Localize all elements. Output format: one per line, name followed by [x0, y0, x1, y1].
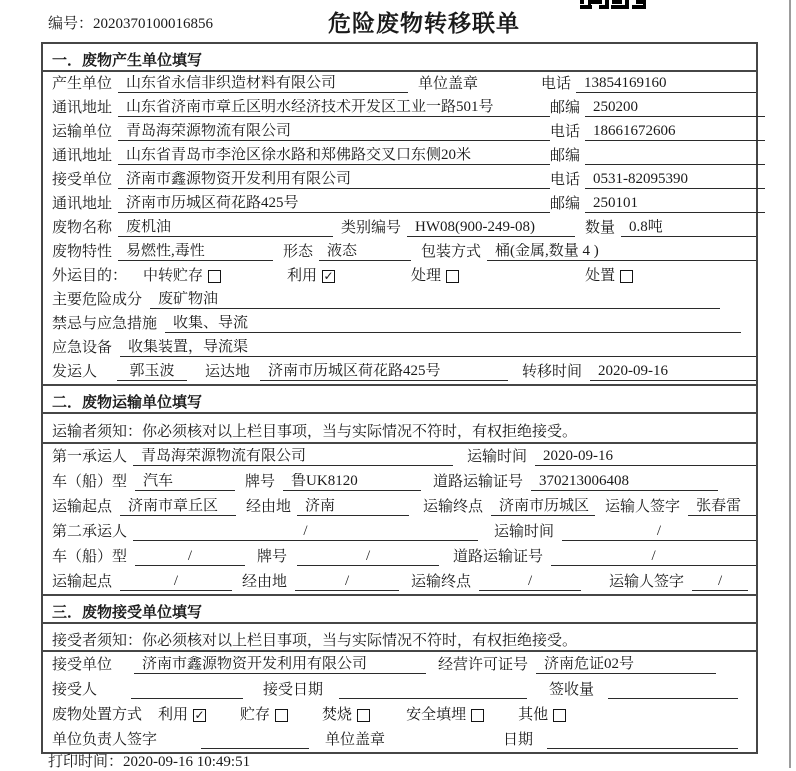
road-license1-label: 道路运输证号 — [433, 474, 524, 490]
equipment-field: 收集装置，导流渠 — [120, 339, 756, 357]
received-qty-field — [608, 682, 738, 699]
accept-unit-field: 济南市鑫源物资开发利用有限公司 — [134, 656, 426, 674]
receiver-zip-label: 邮编 — [550, 196, 581, 212]
waste-category-field: HW08(900-249-08) — [407, 219, 575, 237]
transporter-zip-field — [585, 148, 765, 165]
receiver-address-label: 通讯地址 — [52, 196, 113, 212]
waste-traits-row — [43, 240, 756, 264]
dispose-checkbox — [620, 270, 633, 283]
treat-checkbox — [446, 270, 459, 283]
accept-date-field — [339, 682, 527, 699]
transporter-address-row — [43, 144, 756, 168]
section1-header: 一．废物产生单位填写 — [43, 44, 756, 72]
permit-label: 经营许可证号 — [438, 657, 529, 673]
producer-zip-field: 250200 — [585, 99, 765, 117]
measures-field: 收集、导流 — [165, 315, 741, 333]
plate1-label: 牌号 — [245, 474, 276, 490]
use-checkbox: ✓ — [323, 269, 334, 283]
carrier2-field: / — [133, 523, 478, 541]
waste-name-label: 废物名称 — [52, 220, 113, 236]
hazard-row — [43, 288, 756, 312]
carrier2-label: 第二承运人 — [52, 524, 128, 540]
purpose-option-transfer: 中转贮存 — [143, 268, 221, 285]
disposal-option-store: 贮存 — [240, 707, 288, 724]
producer-row — [43, 72, 756, 96]
serial-value: 2020370100016856 — [93, 16, 214, 32]
route1-start-field: 济南市章丘区 — [120, 498, 236, 516]
measures-label: 禁忌与应急措施 — [52, 316, 158, 332]
transport-time2-label: 运输时间 — [494, 524, 555, 540]
transporter-notice: 运输者须知：你必须核对以上栏目事项，当与实际情况不符时，有权拒绝接受。 — [43, 414, 756, 444]
carrier1-label: 第一承运人 — [52, 449, 128, 465]
route2-sign-label: 运输人签字 — [609, 574, 685, 590]
producer-field: 山东省永信非织造材料有限公司 — [118, 75, 408, 93]
purpose-option-use: 利用 ✓ — [287, 268, 334, 284]
disposal-label: 废物处置方式 — [52, 707, 143, 723]
purpose-label: 外运目的： — [52, 268, 128, 284]
sign-date-label: 日期 — [503, 732, 534, 748]
disposal-store-checkbox — [275, 709, 288, 722]
qr-code-fragment — [580, 0, 650, 9]
page-edge-line — [789, 0, 791, 768]
vehicle2-type-label: 车（船）型 — [52, 549, 128, 565]
route2-via-label: 经由地 — [242, 574, 288, 590]
receiver-address-row — [43, 192, 756, 216]
transfer-time-label: 转移时间 — [522, 364, 583, 380]
road-license2-field: / — [551, 548, 756, 566]
purpose-option-dispose: 处置 — [585, 268, 633, 285]
route2-via-field: / — [295, 573, 399, 591]
sender-field: 郭玉波 — [117, 363, 187, 381]
producer-address-label: 通讯地址 — [52, 100, 113, 116]
route1-end-label: 运输终点 — [423, 499, 484, 515]
road-license1-field: 370213006408 — [531, 473, 718, 491]
accept-date-label: 接受日期 — [263, 682, 324, 698]
plate1-field: 鲁UK8120 — [283, 473, 421, 491]
transfer-time-field: 2020-09-16 — [590, 363, 756, 381]
route1-row — [43, 494, 756, 519]
waste-qty-label: 数量 — [585, 220, 616, 236]
page-title: 危险废物转移联单 — [328, 11, 520, 36]
route1-via-field: 济南 — [297, 498, 409, 516]
waste-qty-field: 0.8吨 — [621, 219, 756, 237]
packing-label: 包装方式 — [421, 244, 482, 260]
recipient-field — [131, 682, 243, 699]
receiver-phone-label: 电话 — [550, 172, 581, 188]
producer-zip-label: 邮编 — [550, 100, 581, 116]
transport-time2-field: / — [562, 523, 756, 541]
producer-phone-field: 13854169160 — [576, 75, 756, 93]
route2-end-label: 运输终点 — [411, 574, 472, 590]
measures-row — [43, 312, 756, 336]
receiver-row — [43, 168, 756, 192]
carrier2-row — [43, 519, 756, 544]
receiver-field: 济南市鑫源物资开发利用有限公司 — [118, 171, 550, 189]
route2-start-field: / — [120, 573, 232, 591]
receiver-notice: 接受者须知：你必须核对以上栏目事项，当与实际情况不符时，有权拒绝接受。 — [43, 624, 756, 652]
transporter-address-field: 山东省青岛市李沧区徐水路和郑佛路交叉口东侧20米 — [118, 147, 550, 165]
accept-unit-label: 接受单位 — [52, 657, 113, 673]
transfer-checkbox — [208, 270, 221, 283]
waste-category-label: 类别编号 — [341, 220, 402, 236]
serial-label: 编号： — [48, 16, 94, 32]
producer-label: 产生单位 — [52, 76, 113, 92]
plate2-field: / — [297, 548, 439, 566]
permit-field: 济南危证02号 — [536, 656, 716, 674]
transporter-label: 运输单位 — [52, 124, 113, 140]
sender-row — [43, 360, 756, 384]
disposal-option-other: 其他 — [518, 707, 566, 724]
route1-sign-field: 张春雷 — [688, 498, 756, 516]
waste-traits-field: 易燃性,毒性 — [118, 243, 273, 261]
disposal-burn-checkbox — [357, 709, 370, 722]
producer-phone-label: 电话 — [540, 76, 571, 92]
equipment-row — [43, 336, 756, 360]
disposal-use-checkbox: ✓ — [194, 708, 205, 722]
transporter-address-label: 通讯地址 — [52, 148, 113, 164]
route1-end-field: 济南市历城区 — [491, 498, 595, 516]
waste-form-label: 形态 — [283, 244, 314, 260]
producer-address-field: 山东省济南市章丘区明水经济技术开发区工业一路501号 — [118, 99, 550, 117]
carrier1-row — [43, 444, 756, 469]
print-time-label: 打印时间： — [48, 754, 124, 770]
route1-sign-label: 运输人签字 — [605, 499, 681, 515]
transfer-form-table — [41, 42, 758, 754]
sign-date-field — [547, 732, 738, 749]
road-license2-label: 道路运输证号 — [453, 549, 544, 565]
serial-number — [48, 12, 213, 33]
vehicle2-type-field: / — [135, 548, 245, 566]
purpose-option-treat: 处理 — [411, 268, 459, 285]
transporter-zip-label: 邮编 — [550, 148, 581, 164]
transport-time1-label: 运输时间 — [467, 449, 528, 465]
receiver-zip-field: 250101 — [585, 195, 765, 213]
producer-address-row — [43, 96, 756, 120]
disposal-option-burn: 焚烧 — [322, 707, 370, 724]
received-qty-label: 签收量 — [549, 682, 595, 698]
transport-time1-field: 2020-09-16 — [535, 448, 756, 466]
route2-sign-field: / — [692, 573, 748, 591]
receiver-phone-field: 0531-82095390 — [585, 171, 765, 189]
plate2-label: 牌号 — [257, 549, 288, 565]
receiver-address-field: 济南市历城区荷花路425号 — [118, 195, 550, 213]
destination-field: 济南市历城区荷花路425号 — [260, 363, 508, 381]
hazard-label: 主要危险成分 — [52, 292, 143, 308]
route1-start-label: 运输起点 — [52, 499, 113, 515]
transporter-phone-field: 18661672606 — [585, 123, 765, 141]
transporter-field: 青岛海荣源物流有限公司 — [118, 123, 550, 141]
waste-name-field: 废机油 — [118, 219, 333, 237]
equipment-label: 应急设备 — [52, 340, 113, 356]
receiver-label: 接受单位 — [52, 172, 113, 188]
carrier1-field: 青岛海荣源物流有限公司 — [133, 448, 453, 466]
waste-traits-label: 废物特性 — [52, 244, 113, 260]
vehicle2-row — [43, 544, 756, 569]
accept-unit-row — [43, 652, 756, 677]
sender-label: 发运人 — [52, 364, 98, 380]
transporter-row — [43, 120, 756, 144]
waste-name-row — [43, 216, 756, 240]
destination-label: 运达地 — [205, 364, 251, 380]
vehicle1-type-field: 汽车 — [135, 473, 235, 491]
transporter-phone-label: 电话 — [550, 124, 581, 140]
route2-end-field: / — [479, 573, 581, 591]
disposal-other-checkbox — [553, 709, 566, 722]
print-time-value: 2020-09-16 10:49:51 — [123, 754, 251, 770]
purpose-row — [43, 264, 756, 288]
route2-start-label: 运输起点 — [52, 574, 113, 590]
section3-header: 三．废物接受单位填写 — [43, 594, 756, 624]
vehicle1-row — [43, 469, 756, 494]
packing-field: 桶(金属,数量 4 ) — [487, 243, 756, 261]
waste-form-field: 液态 — [319, 243, 411, 261]
route1-via-label: 经由地 — [246, 499, 292, 515]
disposal-landfill-checkbox — [471, 709, 484, 722]
vehicle1-type-label: 车（船）型 — [52, 474, 128, 490]
hazard-field: 废矿物油 — [150, 291, 720, 309]
section2-header: 二．废物运输单位填写 — [43, 384, 756, 414]
recipient-row — [43, 677, 756, 702]
responsible-sign-label: 单位负责人签字 — [52, 732, 158, 748]
unit-seal-label: 单位盖章 — [418, 76, 479, 92]
signature-row — [43, 727, 756, 752]
disposal-row — [43, 702, 756, 727]
responsible-sign-field — [201, 732, 309, 749]
route2-row — [43, 569, 756, 594]
disposal-option-landfill: 安全填埋 — [406, 707, 484, 724]
disposal-option-use: 利用 ✓ — [158, 707, 205, 723]
unit-seal2-label: 单位盖章 — [325, 732, 386, 748]
recipient-label: 接受人 — [52, 682, 98, 698]
